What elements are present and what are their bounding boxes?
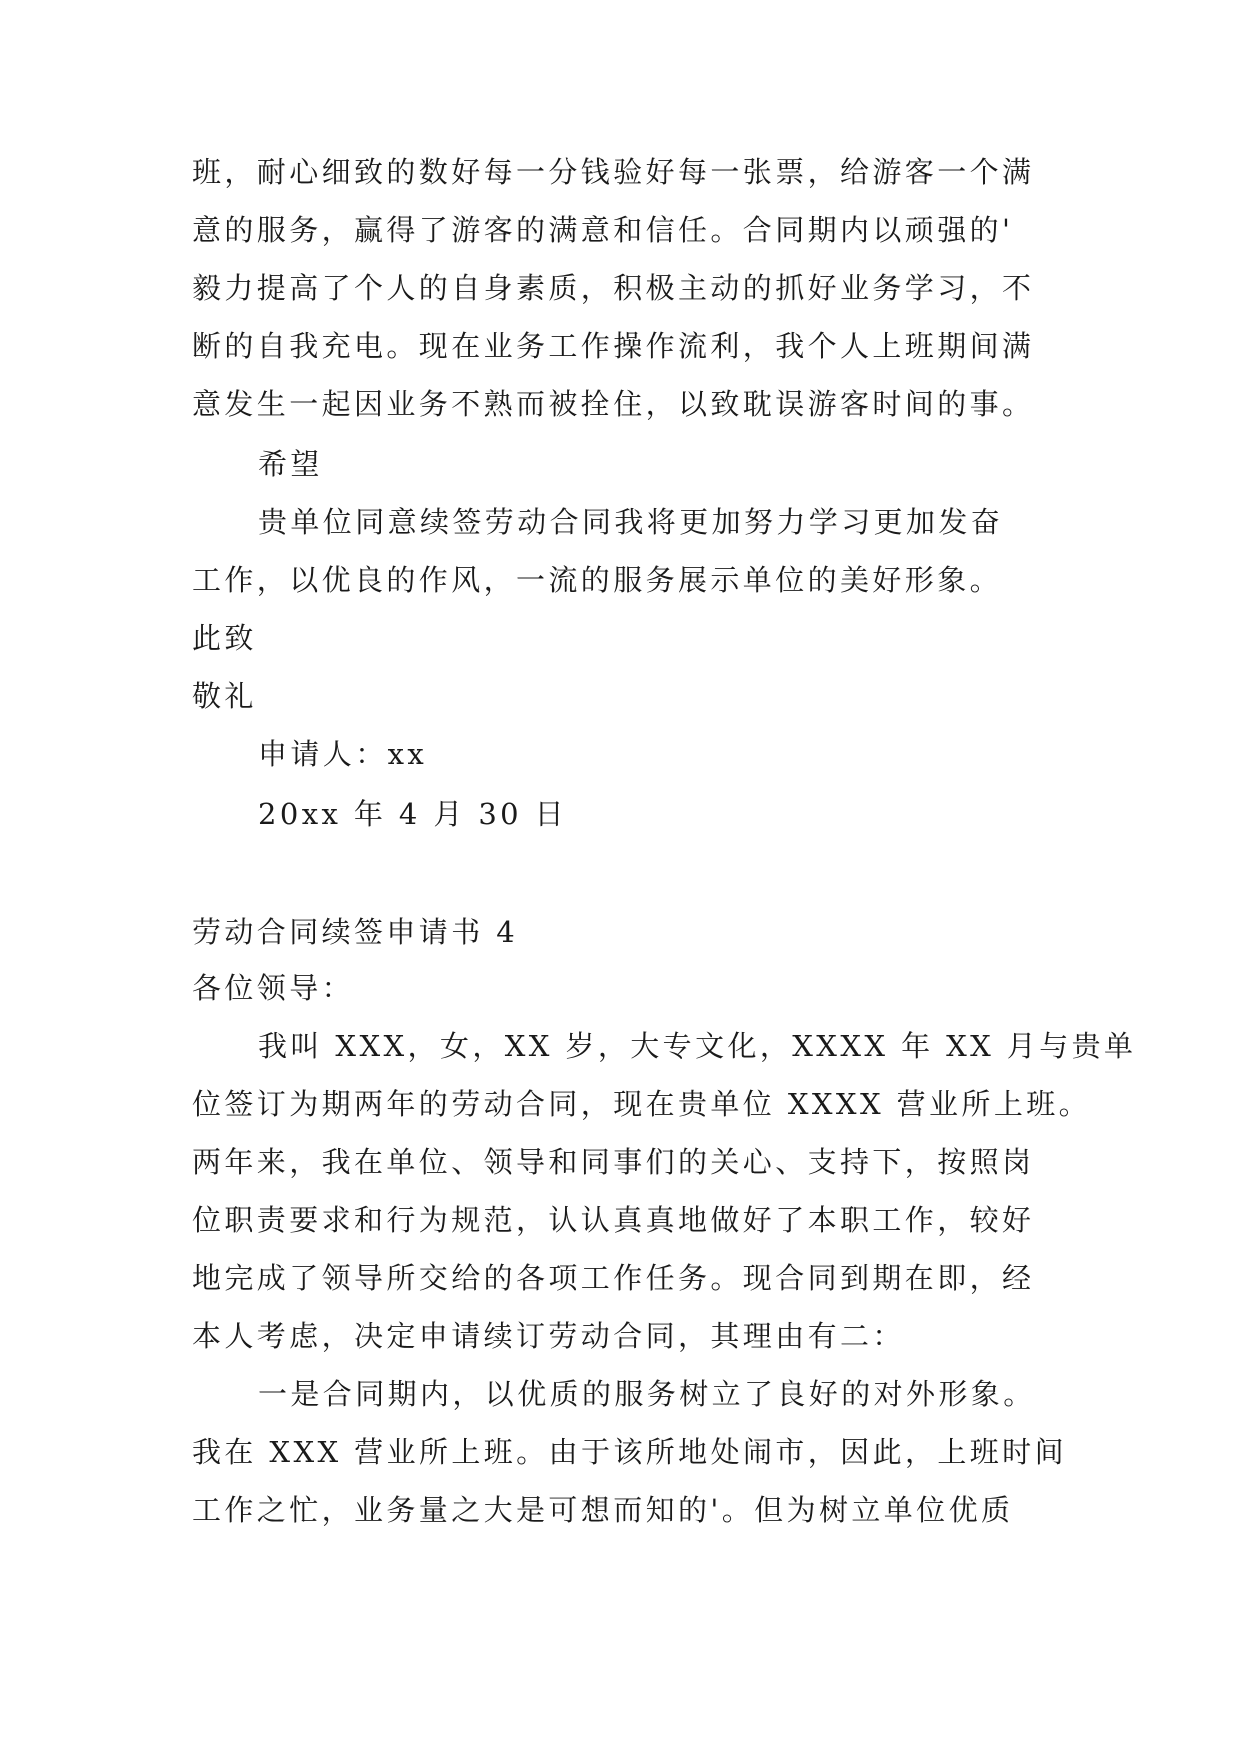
- text-line: 意发生一起因业务不熟而被拴住，以致耽误游客时间的事。: [192, 387, 1035, 421]
- closing-line: 此致: [192, 621, 257, 655]
- hope-line: 希望: [258, 447, 323, 481]
- salutation: 各位领导：: [192, 971, 355, 1005]
- applicant-line: 申请人：xx: [258, 737, 428, 771]
- text-line: 断的自我充电。现在业务工作操作流利，我个人上班期间满: [192, 329, 1035, 363]
- text-line: 两年来，我在单位、领导和同事们的关心、支持下，按照岗: [192, 1145, 1035, 1179]
- text-line: 我叫 XXX，女，XX 岁，大专文化，XXXX 年 XX 月与贵单: [258, 1029, 1137, 1063]
- text-line: 工作，以优良的作风，一流的服务展示单位的美好形象。: [192, 563, 1003, 597]
- text-line: 一是合同期内，以优质的服务树立了良好的对外形象。: [258, 1377, 1036, 1411]
- closing-line: 敬礼: [192, 679, 257, 713]
- text-line: 贵单位同意续签劳动合同我将更加努力学习更加发奋: [258, 505, 1004, 539]
- date-line: 20xx 年 4 月 30 日: [258, 797, 568, 831]
- text-line: 毅力提高了个人的自身素质，积极主动的抓好业务学习，不: [192, 271, 1035, 305]
- text-line: 本人考虑，决定申请续订劳动合同，其理由有二：: [192, 1319, 905, 1353]
- section-title: 劳动合同续签申请书 4: [192, 915, 519, 949]
- text-line: 地完成了领导所交给的各项工作任务。现合同到期在即，经: [192, 1261, 1035, 1295]
- text-line: 我在 XXX 营业所上班。由于该所地处闹市，因此，上班时间: [192, 1435, 1067, 1469]
- text-line: 意的服务，赢得了游客的满意和信任。合同期内以顽强的': [192, 213, 1014, 247]
- text-line: 工作之忙，业务量之大是可想而知的'。但为树立单位优质: [192, 1493, 1014, 1527]
- text-line: 位职责要求和行为规范，认认真真地做好了本职工作，较好: [192, 1203, 1035, 1237]
- text-line: 位签订为期两年的劳动合同，现在贵单位 XXXX 营业所上班。: [192, 1087, 1092, 1121]
- text-line: 班，耐心细致的数好每一分钱验好每一张票，给游客一个满: [192, 155, 1035, 189]
